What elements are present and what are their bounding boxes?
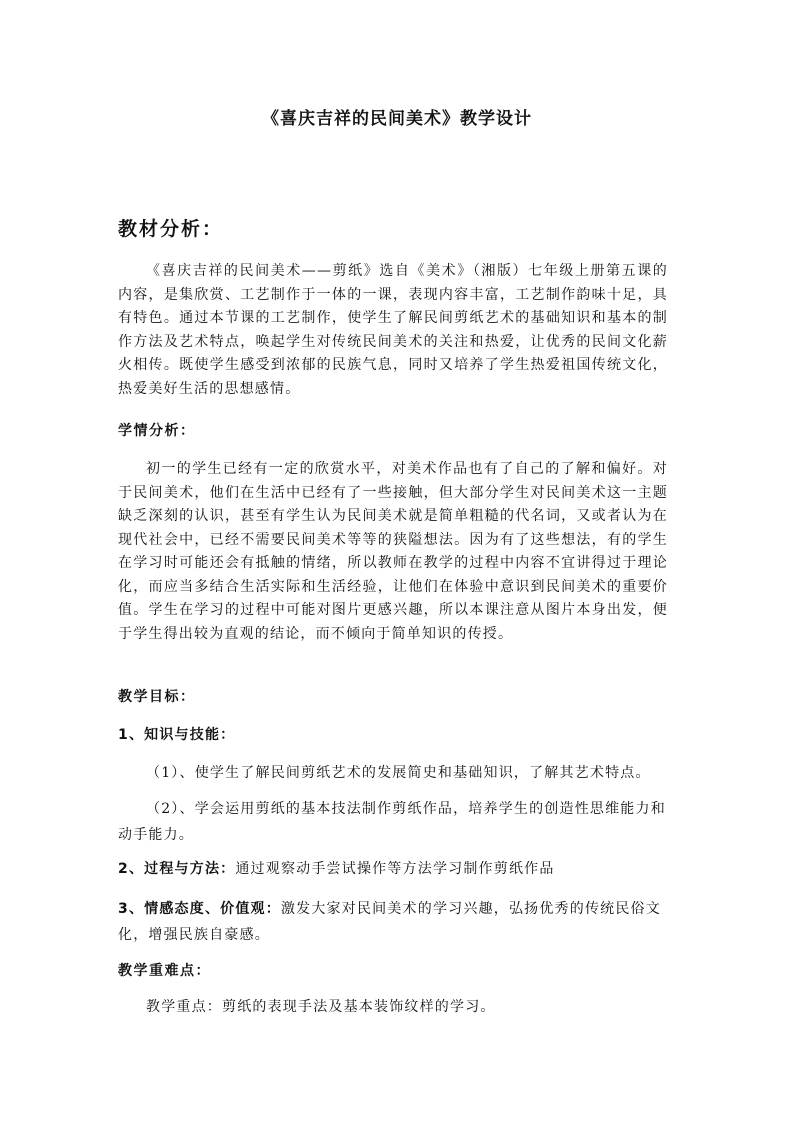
goal-1-item-1: （1）、使学生了解民间剪纸艺术的发展简史和基础知识，了解其艺术特点。	[146, 765, 651, 781]
goal-3	[118, 896, 670, 948]
goal-2-label: 2、过程与方法：	[118, 861, 236, 877]
paragraph-textbook-analysis: 《喜庆吉祥的民间美术——剪纸》选自《美术》（湘版）七年级上册第五课的内容，是集欣赏、工艺制作于一体的一课，表现内容丰富，工艺制作韵味十足，具有特色。通过本节课的工艺制作，使学生了解民间剪纸艺术的基础知识和基本的制作方法及艺术特点，唤起学生对传统民间美术的关注和热爱，让优秀的民间文化薪火相传。既使学生感受到浓郁的民族气息，同时又培养了学生热爱祖国传统文化，热爱美好生活的思想感情。	[118, 263, 668, 397]
goal-2-text: 通过观察动手尝试操作等方法学习制作剪纸作品	[235, 861, 555, 877]
goal-3-label: 3、情感态度、价值观：	[118, 901, 281, 917]
key-point-text: 教学重点：剪纸的表现手法及基本装饰纹样的学习。	[146, 999, 496, 1015]
document-title: 《喜庆吉祥的民间美术》教学设计	[262, 109, 532, 129]
goal-2	[118, 858, 678, 881]
heading-student-analysis: 学情分析：	[118, 423, 196, 439]
paragraph-student-analysis: 初一的学生已经有一定的欣赏水平，对美术作品也有了自己的了解和偏好。对于民间美术，他们在生活中已经有了一些接触，但大部分学生对民间美术这一主题缺乏深刻的认识，甚至有学生认为民间美术就是简单粗糙的代名词，又或者认为在现代社会中，已经不需要民间美术等等的狭隘想法。因为有了这些想法，有的学生在学习时可能还会有抵触的情绪，所以教师在教学的过程中内容不宜讲得过于理论化，而应当多结合生活实际和生活经验，让他们在体验中意识到民间美术的重要价值。学生在学习的过程中可能对图片更感兴趣，所以本课注意从图片本身出发，便于学生得出较为直观的结论，而不倾向于简单知识的传授。	[118, 461, 668, 642]
goal-1-label: 1、知识与技能：	[118, 727, 236, 743]
goal-1-item-2: （2）、学会运用剪纸的基本技法制作剪纸作品，培养学生的创造性思维能力和动手能力。	[118, 801, 666, 843]
goal-3-text: 激发大家对民间美术的学习兴趣，弘扬优秀的传统民俗文化，增强民族自豪感。	[118, 901, 661, 943]
heading-key-points: 教学重难点：	[118, 963, 211, 979]
heading-teaching-goals: 教学目标：	[118, 689, 196, 705]
heading-textbook-analysis: 教材分析：	[118, 218, 224, 240]
